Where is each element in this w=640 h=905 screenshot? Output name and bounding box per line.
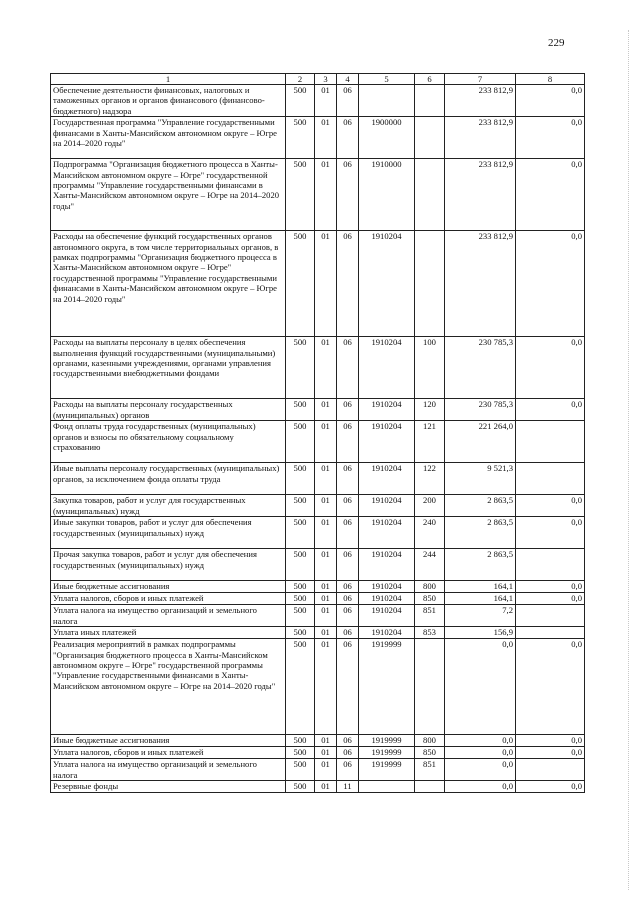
section-code: 01 xyxy=(315,399,337,421)
amount-2019: 9 521,3 xyxy=(445,463,516,495)
amount-2019: 156,9 xyxy=(445,627,516,639)
amount-2020: 0,0 xyxy=(516,747,585,759)
amount-2019: 164,1 xyxy=(445,593,516,605)
subsection-code: 06 xyxy=(337,399,359,421)
target-article-code xyxy=(359,85,415,117)
row-name: Уплата налога на имущество организаций и земельного налога xyxy=(51,759,286,781)
target-article-code: 1910204 xyxy=(359,421,415,463)
expense-type-code: 120 xyxy=(415,399,445,421)
subsection-code: 06 xyxy=(337,593,359,605)
expense-type-code: 100 xyxy=(415,337,445,399)
target-article-code: 1919999 xyxy=(359,759,415,781)
amount-2019: 2 863,5 xyxy=(445,517,516,549)
section-code: 01 xyxy=(315,581,337,593)
row-name: Резервные фонды xyxy=(51,781,286,793)
expense-type-code: 851 xyxy=(415,759,445,781)
table-row xyxy=(51,781,585,793)
expense-type-code: 800 xyxy=(415,581,445,593)
column-header: 1 xyxy=(51,74,286,85)
table-row xyxy=(51,549,585,581)
expense-type-code xyxy=(415,639,445,735)
expense-type-code: 122 xyxy=(415,463,445,495)
subsection-code: 06 xyxy=(337,581,359,593)
ministry-code: 500 xyxy=(286,495,315,517)
table-row xyxy=(51,747,585,759)
subsection-code: 06 xyxy=(337,759,359,781)
expense-type-code xyxy=(415,781,445,793)
amount-2020 xyxy=(516,759,585,781)
amount-2019: 0,0 xyxy=(445,747,516,759)
subsection-code: 06 xyxy=(337,231,359,337)
ministry-code: 500 xyxy=(286,593,315,605)
page-number: 229 xyxy=(548,37,565,49)
amount-2020: 0,0 xyxy=(516,593,585,605)
ministry-code: 500 xyxy=(286,639,315,735)
expense-type-code: 244 xyxy=(415,549,445,581)
row-name: Подпрограмма "Организация бюджетного процесса в Ханты-Мансийском автономном округе – Югре" государственной программы "Управление государственными финансами в Ханты-Мансийском автономном округе – Югре на 2014–2020 годы" xyxy=(51,159,286,231)
amount-2020: 0,0 xyxy=(516,517,585,549)
ministry-code: 500 xyxy=(286,605,315,627)
section-code: 01 xyxy=(315,627,337,639)
target-article-code: 1910000 xyxy=(359,159,415,231)
amount-2020 xyxy=(516,421,585,463)
expense-type-code: 200 xyxy=(415,495,445,517)
target-article-code: 1910204 xyxy=(359,517,415,549)
amount-2019: 0,0 xyxy=(445,639,516,735)
table-header-row xyxy=(51,74,585,85)
amount-2020 xyxy=(516,549,585,581)
amount-2020: 0,0 xyxy=(516,781,585,793)
amount-2020 xyxy=(516,463,585,495)
subsection-code: 11 xyxy=(337,781,359,793)
subsection-code: 06 xyxy=(337,85,359,117)
target-article-code: 1910204 xyxy=(359,231,415,337)
subsection-code: 06 xyxy=(337,517,359,549)
expense-type-code: 853 xyxy=(415,627,445,639)
row-name: Закупка товаров, работ и услуг для государственных (муниципальных) нужд xyxy=(51,495,286,517)
section-code: 01 xyxy=(315,463,337,495)
amount-2019: 2 863,5 xyxy=(445,549,516,581)
amount-2020: 0,0 xyxy=(516,735,585,747)
subsection-code: 06 xyxy=(337,605,359,627)
target-article-code: 1910204 xyxy=(359,463,415,495)
ministry-code: 500 xyxy=(286,85,315,117)
amount-2019: 230 785,3 xyxy=(445,399,516,421)
amount-2020: 0,0 xyxy=(516,85,585,117)
ministry-code: 500 xyxy=(286,463,315,495)
table-row xyxy=(51,421,585,463)
subsection-code: 06 xyxy=(337,421,359,463)
column-header: 8 xyxy=(516,74,585,85)
target-article-code: 1910204 xyxy=(359,581,415,593)
table-row xyxy=(51,639,585,735)
target-article-code: 1910204 xyxy=(359,593,415,605)
row-name: Уплата налогов, сборов и иных платежей xyxy=(51,747,286,759)
amount-2019: 233 812,9 xyxy=(445,159,516,231)
table-row xyxy=(51,735,585,747)
ministry-code: 500 xyxy=(286,399,315,421)
section-code: 01 xyxy=(315,747,337,759)
table-row xyxy=(51,159,585,231)
target-article-code: 1919999 xyxy=(359,735,415,747)
section-code: 01 xyxy=(315,549,337,581)
ministry-code: 500 xyxy=(286,231,315,337)
ministry-code: 500 xyxy=(286,117,315,159)
expense-type-code xyxy=(415,159,445,231)
ministry-code: 500 xyxy=(286,337,315,399)
target-article-code: 1919999 xyxy=(359,747,415,759)
ministry-code: 500 xyxy=(286,581,315,593)
section-code: 01 xyxy=(315,759,337,781)
subsection-code: 06 xyxy=(337,735,359,747)
amount-2019: 230 785,3 xyxy=(445,337,516,399)
row-name: Фонд оплаты труда государственных (муниципальных) органов и взносы по обязательному социальному страхованию xyxy=(51,421,286,463)
table-row xyxy=(51,759,585,781)
amount-2019: 233 812,9 xyxy=(445,85,516,117)
table-row xyxy=(51,399,585,421)
amount-2020: 0,0 xyxy=(516,117,585,159)
scan-edge-marks xyxy=(628,30,630,890)
budget-table xyxy=(50,73,585,793)
amount-2019: 0,0 xyxy=(445,781,516,793)
row-name: Обеспечение деятельности финансовых, налоговых и таможенных органов и органов финансового (финансово-бюджетного) надзора xyxy=(51,85,286,117)
row-name: Иные выплаты персоналу государственных (муниципальных) органов, за исключением фонда оплаты труда xyxy=(51,463,286,495)
ministry-code: 500 xyxy=(286,159,315,231)
expense-type-code: 850 xyxy=(415,593,445,605)
row-name: Уплата иных платежей xyxy=(51,627,286,639)
subsection-code: 06 xyxy=(337,117,359,159)
ministry-code: 500 xyxy=(286,627,315,639)
section-code: 01 xyxy=(315,735,337,747)
target-article-code: 1910204 xyxy=(359,337,415,399)
target-article-code: 1910204 xyxy=(359,495,415,517)
row-name: Уплата налогов, сборов и иных платежей xyxy=(51,593,286,605)
amount-2019: 233 812,9 xyxy=(445,117,516,159)
row-name: Уплата налога на имущество организаций и земельного налога xyxy=(51,605,286,627)
section-code: 01 xyxy=(315,117,337,159)
table-row xyxy=(51,117,585,159)
table-row xyxy=(51,605,585,627)
target-article-code: 1910204 xyxy=(359,549,415,581)
amount-2020: 0,0 xyxy=(516,231,585,337)
section-code: 01 xyxy=(315,85,337,117)
table-row xyxy=(51,593,585,605)
table-row xyxy=(51,337,585,399)
target-article-code: 1910204 xyxy=(359,399,415,421)
table-row xyxy=(51,495,585,517)
target-article-code: 1910204 xyxy=(359,605,415,627)
column-header: 3 xyxy=(315,74,337,85)
section-code: 01 xyxy=(315,605,337,627)
expense-type-code xyxy=(415,117,445,159)
row-name: Государственная программа "Управление государственными финансами в Ханты-Мансийском автономном округе – Югре на 2014–2020 годы" xyxy=(51,117,286,159)
subsection-code: 06 xyxy=(337,495,359,517)
amount-2020: 0,0 xyxy=(516,581,585,593)
section-code: 01 xyxy=(315,639,337,735)
subsection-code: 06 xyxy=(337,549,359,581)
table-row xyxy=(51,627,585,639)
row-name: Иные бюджетные ассигнования xyxy=(51,581,286,593)
ministry-code: 500 xyxy=(286,517,315,549)
section-code: 01 xyxy=(315,337,337,399)
table-row xyxy=(51,517,585,549)
amount-2019: 2 863,5 xyxy=(445,495,516,517)
subsection-code: 06 xyxy=(337,159,359,231)
amount-2020: 0,0 xyxy=(516,495,585,517)
amount-2019: 233 812,9 xyxy=(445,231,516,337)
ministry-code: 500 xyxy=(286,421,315,463)
column-header: 6 xyxy=(415,74,445,85)
amount-2020: 0,0 xyxy=(516,159,585,231)
ministry-code: 500 xyxy=(286,549,315,581)
amount-2020 xyxy=(516,627,585,639)
ministry-code: 500 xyxy=(286,759,315,781)
section-code: 01 xyxy=(315,231,337,337)
row-name: Расходы на выплаты персоналу государственных (муниципальных) органов xyxy=(51,399,286,421)
section-code: 01 xyxy=(315,421,337,463)
target-article-code: 1910204 xyxy=(359,627,415,639)
ministry-code: 500 xyxy=(286,747,315,759)
amount-2019: 0,0 xyxy=(445,735,516,747)
ministry-code: 500 xyxy=(286,735,315,747)
amount-2019: 164,1 xyxy=(445,581,516,593)
row-name: Иные закупки товаров, работ и услуг для обеспечения государственных (муниципальных) нужд xyxy=(51,517,286,549)
amount-2019: 0,0 xyxy=(445,759,516,781)
amount-2020: 0,0 xyxy=(516,639,585,735)
subsection-code: 06 xyxy=(337,337,359,399)
table-row xyxy=(51,231,585,337)
subsection-code: 06 xyxy=(337,747,359,759)
column-header: 2 xyxy=(286,74,315,85)
row-name: Расходы на обеспечение функций государственных органов автономного округа, в том числе территориальных органов, в рамках подпрограммы "Организация бюджетного процесса в Ханты-Мансийском автономном округе – Югре" государственной программы "Управление государственными финансами в Ханты-Мансийском автономном округе – Югре на 2014–2020 годы" xyxy=(51,231,286,337)
target-article-code xyxy=(359,781,415,793)
expense-type-code xyxy=(415,85,445,117)
table-row xyxy=(51,463,585,495)
amount-2019: 221 264,0 xyxy=(445,421,516,463)
section-code: 01 xyxy=(315,495,337,517)
subsection-code: 06 xyxy=(337,463,359,495)
section-code: 01 xyxy=(315,593,337,605)
column-header: 5 xyxy=(359,74,415,85)
expense-type-code: 851 xyxy=(415,605,445,627)
amount-2020: 0,0 xyxy=(516,337,585,399)
subsection-code: 06 xyxy=(337,627,359,639)
section-code: 01 xyxy=(315,159,337,231)
column-header: 7 xyxy=(445,74,516,85)
row-name: Расходы на выплаты персоналу в целях обеспечения выполнения функций государственными (муниципальными) органами, казенными учреждениями, органами управления государственными внебюджетными фондами xyxy=(51,337,286,399)
target-article-code: 1919999 xyxy=(359,639,415,735)
table-row xyxy=(51,581,585,593)
table-body xyxy=(51,85,585,793)
expense-type-code: 240 xyxy=(415,517,445,549)
column-header: 4 xyxy=(337,74,359,85)
section-code: 01 xyxy=(315,517,337,549)
amount-2020: 0,0 xyxy=(516,399,585,421)
row-name: Прочая закупка товаров, работ и услуг для обеспечения государственных (муниципальных) нужд xyxy=(51,549,286,581)
expense-type-code xyxy=(415,231,445,337)
amount-2019: 7,2 xyxy=(445,605,516,627)
amount-2020 xyxy=(516,605,585,627)
section-code: 01 xyxy=(315,781,337,793)
target-article-code: 1900000 xyxy=(359,117,415,159)
table-row xyxy=(51,85,585,117)
row-name: Реализация мероприятий в рамках подпрограммы "Организация бюджетного процесса в Ханты-Мансийском автономном округе – Югре" государственной программы "Управление государственными финансами в Ханты-Мансийском автономном округе – Югре на 2014–2020 годы" xyxy=(51,639,286,735)
expense-type-code: 121 xyxy=(415,421,445,463)
subsection-code: 06 xyxy=(337,639,359,735)
expense-type-code: 850 xyxy=(415,747,445,759)
row-name: Иные бюджетные ассигнования xyxy=(51,735,286,747)
ministry-code: 500 xyxy=(286,781,315,793)
expense-type-code: 800 xyxy=(415,735,445,747)
